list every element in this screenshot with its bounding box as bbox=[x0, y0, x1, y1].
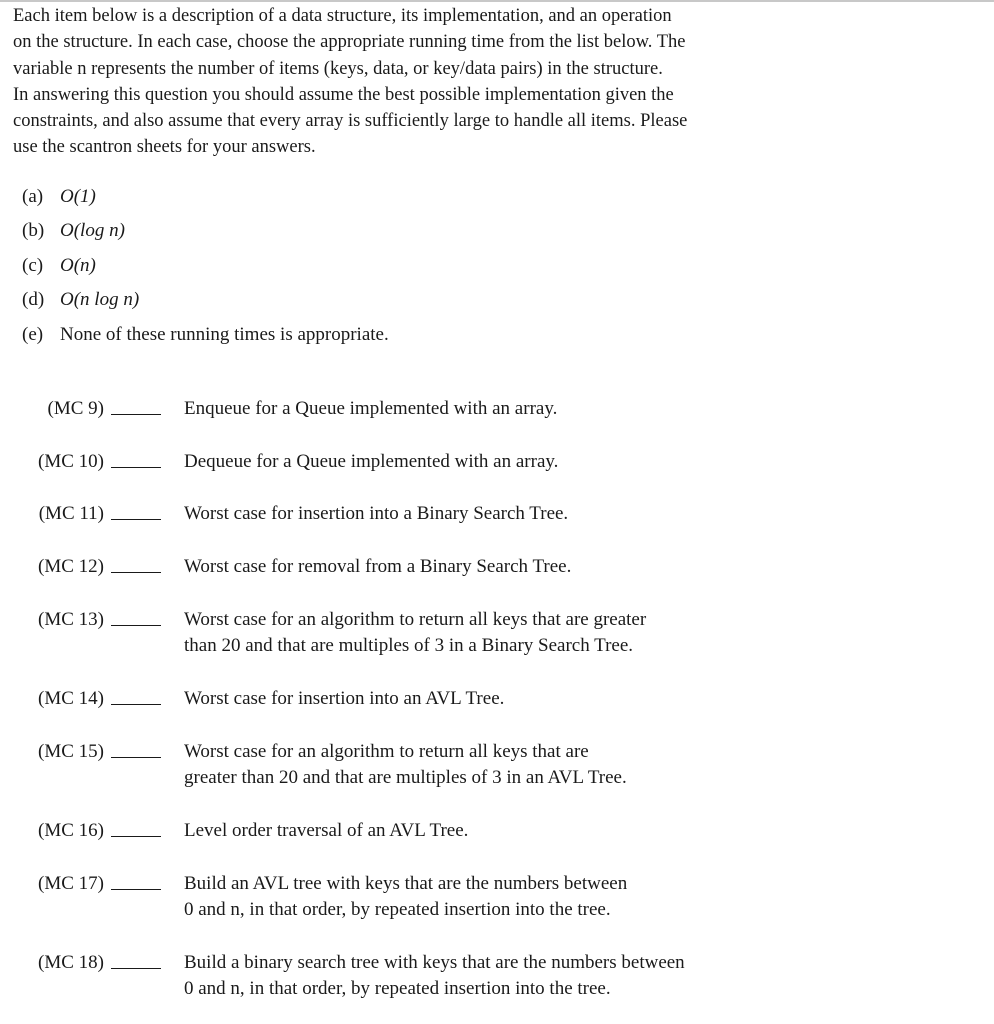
question-line: 0 and n, in that order, by repeated insertion into the tree. bbox=[184, 899, 611, 921]
question-line: Build an AVL tree with keys that are the numbers between bbox=[184, 873, 628, 894]
question-text bbox=[184, 396, 824, 422]
answer-blank bbox=[111, 968, 161, 969]
question-number: (MC 18) bbox=[38, 952, 104, 973]
question-text bbox=[184, 607, 824, 660]
question-number: (MC 10) bbox=[38, 451, 104, 472]
choice-letter: (e) bbox=[22, 323, 44, 345]
question-text bbox=[184, 871, 824, 924]
choice-text: O(log n) bbox=[60, 220, 125, 242]
answer-blank bbox=[111, 757, 161, 758]
question-number: (MC 11) bbox=[38, 503, 104, 524]
question-number: (MC 16) bbox=[38, 820, 104, 841]
question-line: Worst case for insertion into an AVL Tree. bbox=[184, 688, 505, 709]
choice-letter: (d) bbox=[22, 289, 45, 311]
question-line: Dequeue for a Queue implemented with an array. bbox=[184, 451, 559, 472]
instructions-line: variable n represents the number of items (keys, data, or key/data pairs) in the structure. bbox=[13, 58, 663, 79]
question-number: (MC 9) bbox=[47, 398, 104, 419]
instructions-line: on the structure. In each case, choose the appropriate running time from the list below. The bbox=[13, 32, 686, 53]
question-line: Worst case for an algorithm to return all keys that are bbox=[184, 741, 589, 762]
question-number: (MC 13) bbox=[38, 609, 104, 630]
choice-text: O(n) bbox=[60, 254, 96, 276]
question-line: 0 and n, in that order, by repeated insertion into the tree. bbox=[184, 978, 611, 1000]
choice-text: O(1) bbox=[60, 186, 96, 207]
choice-text: O(n log n) bbox=[60, 289, 140, 311]
question-line: Worst case for an algorithm to return all keys that are greater bbox=[184, 609, 647, 630]
instructions-line: constraints, and also assume that every array is sufficiently large to handle all items. Please bbox=[13, 111, 688, 132]
question-line: Worst case for insertion into a Binary Search Tree. bbox=[184, 503, 569, 524]
instructions-line: In answering this question you should assume the best possible implementation given the bbox=[13, 84, 674, 105]
question-line: greater than 20 and that are multiples of 3 in an AVL Tree. bbox=[184, 767, 627, 789]
question-line: Build a binary search tree with keys that are the numbers between bbox=[184, 952, 685, 973]
question-number: (MC 15) bbox=[38, 741, 104, 762]
question-number: (MC 12) bbox=[38, 556, 104, 577]
instructions-line: Each item below is a description of a data structure, its implementation, and an operation bbox=[13, 6, 672, 26]
question-text bbox=[184, 739, 824, 792]
question-text bbox=[184, 554, 824, 580]
answer-blank bbox=[111, 889, 161, 890]
question-line: Enqueue for a Queue implemented with an array. bbox=[184, 398, 558, 419]
question-number: (MC 17) bbox=[38, 873, 104, 894]
answer-blank bbox=[111, 414, 161, 415]
answer-blank bbox=[111, 625, 161, 626]
answer-blank bbox=[111, 836, 161, 837]
answer-blank bbox=[111, 704, 161, 705]
question-line: Worst case for removal from a Binary Search Tree. bbox=[184, 556, 572, 577]
answer-blank bbox=[111, 519, 161, 520]
question-text bbox=[184, 818, 824, 844]
choice-letter: (c) bbox=[22, 254, 44, 276]
question-line: Level order traversal of an AVL Tree. bbox=[184, 820, 469, 841]
choice-text: None of these running times is appropriate. bbox=[60, 323, 389, 345]
question-text bbox=[184, 686, 824, 712]
question-number: (MC 14) bbox=[38, 688, 104, 709]
question-line: than 20 and that are multiples of 3 in a Binary Search Tree. bbox=[184, 635, 634, 657]
answer-blank bbox=[111, 467, 161, 468]
choice-letter: (b) bbox=[22, 220, 45, 242]
question-text bbox=[184, 501, 824, 527]
instructions-line: use the scantron sheets for your answers. bbox=[13, 137, 316, 158]
question-text bbox=[184, 950, 824, 1003]
answer-blank bbox=[111, 572, 161, 573]
choice-letter: (a) bbox=[22, 186, 44, 207]
question-text bbox=[184, 449, 824, 475]
